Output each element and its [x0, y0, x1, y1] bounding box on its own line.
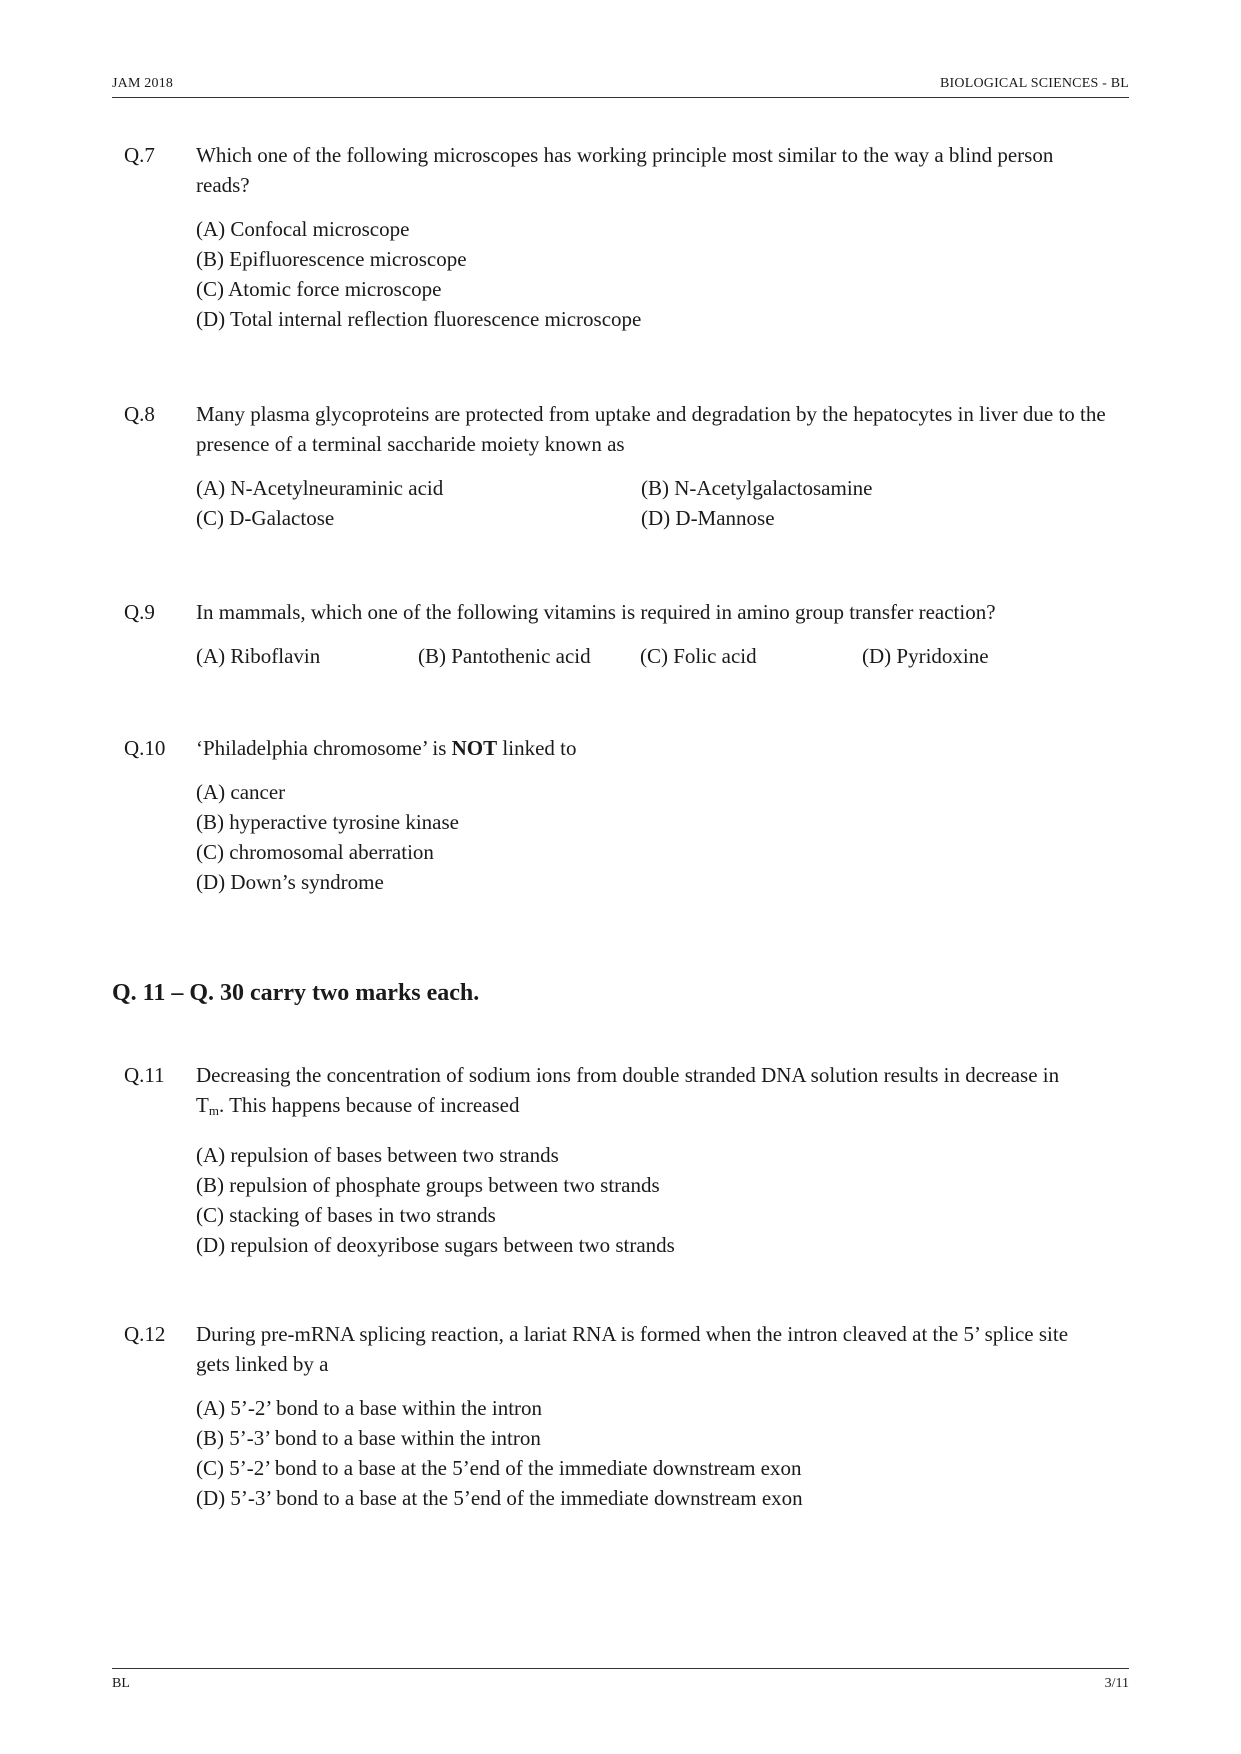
subscript-m: m: [208, 1103, 219, 1118]
header-exam-label: JAM 2018: [112, 76, 174, 91]
question-text-start: Decreasing the concentration of sodium ions from double stranded DNA solution results in decrease in T: [196, 1063, 1060, 1117]
options-list: [196, 1140, 1124, 1260]
option-a: (A) repulsion of bases between two strands: [196, 1143, 559, 1167]
footer-divider: [112, 1668, 1129, 1669]
header-divider: [112, 97, 1129, 98]
question-text-end: . This happens because of increased: [218, 1093, 520, 1117]
option-d: (D) D-Mannose: [641, 506, 775, 530]
question-text: Many plasma glycoproteins are protected from uptake and degradation by the hepatocytes in liver due to the presence of a terminal saccharide moiety known as: [196, 402, 1106, 456]
option-b: (B) hyperactive tyrosine kinase: [196, 810, 459, 834]
options-list: [196, 214, 1124, 334]
question-text: In mammals, which one of the following vitamins is required in amino group transfer reaction?: [196, 600, 996, 624]
question-text-emphasis: NOT: [451, 736, 498, 760]
option-d: (D) repulsion of deoxyribose sugars between two strands: [196, 1233, 675, 1257]
option-d: (D) Down’s syndrome: [196, 870, 384, 894]
option-a: (A) N-Acetylneuraminic acid: [196, 476, 444, 500]
option-b: (B) 5’-3’ bond to a base within the intron: [196, 1426, 541, 1450]
question-text: Which one of the following microscopes has working principle most similar to the way a blind person reads?: [196, 143, 1054, 197]
question-text: [196, 1060, 1076, 1126]
question-text-start: ‘Philadelphia chromosome’ is: [196, 736, 452, 760]
header-subject-label: BIOLOGICAL SCIENCES - BL: [939, 76, 1129, 91]
options-grid: [196, 473, 1124, 533]
option-d: (D) Total internal reflection fluorescence microscope: [196, 307, 642, 331]
option-d: (D) Pyridoxine: [862, 644, 989, 668]
option-c: (C) D-Galactose: [196, 506, 335, 530]
question-8: [124, 399, 1124, 533]
section-heading: Q. 11 – Q. 30 carry two marks each.: [112, 980, 480, 1006]
option-c: (C) chromosomal aberration: [196, 840, 434, 864]
question-number: Q.9: [124, 600, 155, 624]
question-12: [124, 1319, 1124, 1513]
question-number: Q.8: [124, 402, 155, 426]
option-c: (C) stacking of bases in two strands: [196, 1203, 496, 1227]
question-text: During pre-mRNA splicing reaction, a lariat RNA is formed when the intron cleaved at the 5’ splice site gets linked by a: [196, 1322, 1069, 1376]
option-a: (A) Confocal microscope: [196, 217, 410, 241]
question-9: [124, 597, 1124, 671]
question-11: [124, 1060, 1124, 1260]
question-number: Q.10: [124, 736, 166, 760]
option-c: (C) Folic acid: [640, 644, 757, 668]
question-10: [124, 733, 1124, 897]
option-b: (B) Pantothenic acid: [418, 644, 591, 668]
option-c: (C) 5’-2’ bond to a base at the 5’end of the immediate downstream exon: [196, 1456, 802, 1480]
question-number: Q.11: [124, 1063, 165, 1087]
question-7: [124, 140, 1124, 334]
option-d: (D) 5’-3’ bond to a base at the 5’end of the immediate downstream exon: [196, 1486, 803, 1510]
option-c: (C) Atomic force microscope: [196, 277, 442, 301]
option-a: (A) cancer: [196, 780, 286, 804]
option-a: (A) 5’-2’ bond to a base within the intron: [196, 1396, 543, 1420]
option-b: (B) N-Acetylgalactosamine: [641, 476, 873, 500]
options-list: [196, 777, 1124, 897]
option-a: (A) Riboflavin: [196, 644, 321, 668]
question-number: Q.12: [124, 1322, 166, 1346]
question-number: Q.7: [124, 143, 155, 167]
option-b: (B) repulsion of phosphate groups between two strands: [196, 1173, 660, 1197]
question-text-end: linked to: [497, 736, 577, 760]
options-row: [196, 641, 1124, 671]
option-b: (B) Epifluorescence microscope: [196, 247, 467, 271]
options-list: [196, 1393, 1124, 1513]
page-number: 3/11: [1104, 1676, 1129, 1691]
footer-paper-code: BL: [112, 1676, 130, 1691]
question-text: [196, 733, 1124, 763]
